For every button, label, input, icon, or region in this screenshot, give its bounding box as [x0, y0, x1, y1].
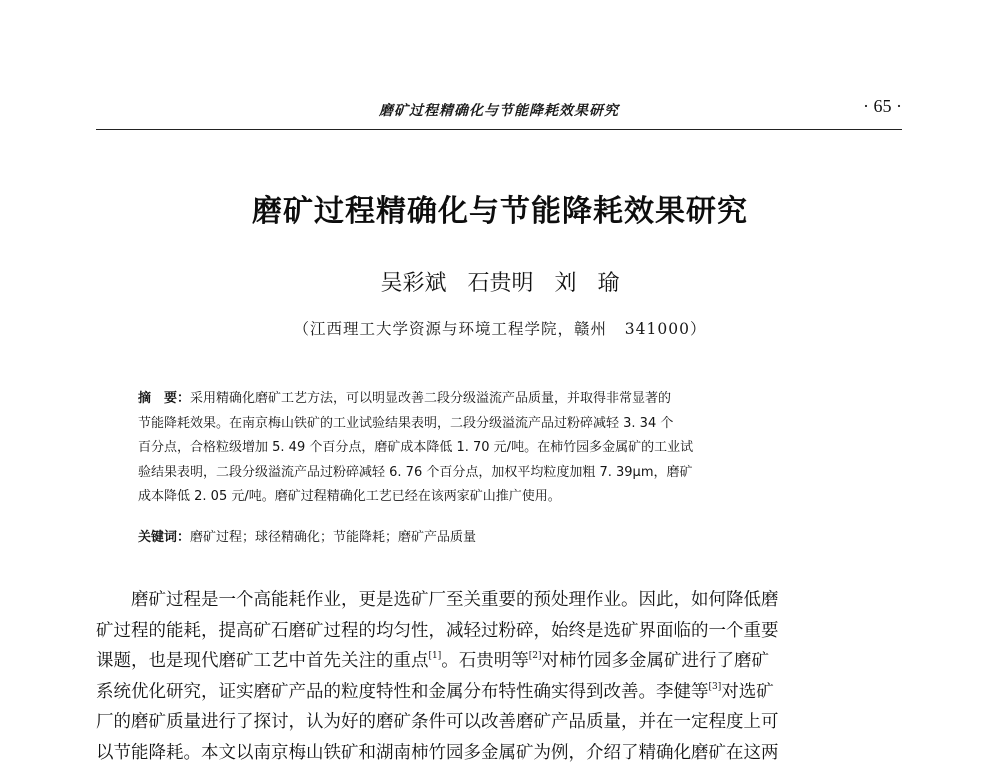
body-line: 厂的磨矿质量进行了探讨，认为好的磨矿条件可以改善磨矿产品质量，并在一定程度上可: [96, 707, 902, 738]
running-header: [96, 96, 902, 130]
affiliation: （江西理工大学资源与环境工程学院，赣州 341000）: [0, 317, 1000, 339]
citation-1: [1]: [429, 651, 442, 661]
abstract: [138, 387, 862, 510]
keywords-text: 磨矿过程；球径精确化；节能降耗；磨矿产品质量: [190, 530, 476, 545]
citation-2: [2]: [529, 651, 542, 661]
abstract-text: 采用精确化磨矿工艺方法，可以明显改善二段分级溢流产品质量，并取得非常显著的: [190, 391, 671, 406]
body-text-segment: 。石贵明等: [441, 651, 529, 671]
abstract-line: 验结果表明，二段分级溢流产品过粉碎减轻 6. 76 个百分点，加权平均粒度加粗 7. 39μm，磨矿: [138, 461, 862, 486]
body-text-segment: 对选矿: [721, 682, 774, 702]
body-line: 矿过程的能耗，提高矿石磨矿过程的均匀性，减轻过粉碎，始终是选矿界面临的一个重要: [96, 616, 902, 647]
abstract-line: 节能降耗效果。在南京梅山铁矿的工业试验结果表明，二段分级溢流产品过粉碎减轻 3. 34 个: [138, 412, 862, 437]
header-rule: [96, 129, 902, 130]
body-line: 以节能降耗。本文以南京梅山铁矿和湖南柿竹园多金属矿为例，介绍了精确化磨矿在这两: [96, 738, 902, 768]
body-line: [96, 646, 902, 677]
author-list: 吴彩斌 石贵明 刘 瑜: [0, 266, 1000, 297]
abstract-line: [138, 387, 862, 412]
body-line: 磨矿过程是一个高能耗作业，更是选矿厂至关重要的预处理作业。因此，如何降低磨: [96, 585, 902, 616]
abstract-line: 成本降低 2. 05 元/吨。磨矿过程精确化工艺已经在该两家矿山推广使用。: [138, 485, 862, 510]
running-title: 磨矿过程精确化与节能降耗效果研究: [96, 100, 902, 120]
citation-3: [3]: [709, 682, 722, 692]
body-text-segment: 课题，也是现代磨矿工艺中首先关注的重点: [96, 651, 429, 671]
keywords-label: 关键词：: [138, 530, 190, 545]
keywords: [138, 526, 862, 551]
body-text-segment: 系统优化研究，证实磨矿产品的粒度特性和金属分布特性确实得到改善。李健等: [96, 682, 709, 702]
body-line: [96, 677, 902, 708]
body-paragraph: [96, 585, 902, 768]
abstract-line: 百分点，合格粒级增加 5. 49 个百分点，磨矿成本降低 1. 70 元/吨。在柿竹园多金属矿的工业试: [138, 436, 862, 461]
abstract-label: 摘 要：: [138, 391, 190, 406]
body-text-segment: 对柿竹园多金属矿进行了磨矿: [542, 651, 770, 671]
paper-title: 磨矿过程精确化与节能降耗效果研究: [0, 186, 1000, 230]
page-number: · 65 ·: [863, 96, 902, 117]
